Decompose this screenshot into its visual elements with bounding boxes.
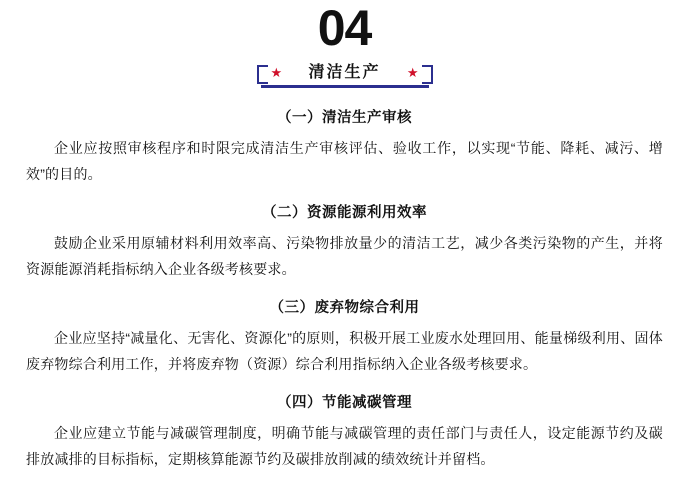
section-2-heading: （二）资源能源利用效率 <box>262 205 427 221</box>
document-page <box>0 2 689 493</box>
section-3-heading: （三）废弃物综合利用 <box>269 300 420 316</box>
title-underline <box>261 85 429 88</box>
section-3 <box>26 296 663 377</box>
bracket-right-decoration <box>422 65 433 84</box>
section-2-body: 鼓励企业采用原辅材料利用效率高、污染物排放量少的清洁工艺，减少各类污染物的产生，并将资源能源消耗指标纳入企业各级考核要求。 <box>26 235 663 277</box>
section-2 <box>26 201 663 282</box>
section-3-body: 企业应坚持“减量化、无害化、资源化”的原则，积极开展工业废水处理回用、能量梯级利用、固体废弃物综合利用工作，并将废弃物（资源）综合利用指标纳入企业各级考核要求。 <box>26 330 663 372</box>
chapter-title: 清洁生产 <box>308 64 381 81</box>
section-1-body: 企业应按照审核程序和时限完成清洁生产审核评估、验收工作，以实现“节能、降耗、减污、增效”的目的。 <box>26 140 663 182</box>
chapter-number: 04 <box>317 0 372 56</box>
section-1-heading: （一）清洁生产审核 <box>277 110 412 126</box>
star-left-icon: ★ <box>270 65 283 80</box>
section-4-body: 企业应建立节能与减碳管理制度，明确节能与减碳管理的责任部门与责任人，设定能源节约及碳排放减排的目标指标，定期核算能源节约及碳排放削减的绩效统计并留档。 <box>26 425 663 467</box>
section-4 <box>26 391 663 472</box>
star-right-icon: ★ <box>406 65 419 80</box>
section-4-heading: （四）节能减碳管理 <box>277 395 412 411</box>
chapter-title-block <box>255 62 435 88</box>
section-1 <box>26 106 663 187</box>
bracket-left-decoration <box>257 65 268 84</box>
